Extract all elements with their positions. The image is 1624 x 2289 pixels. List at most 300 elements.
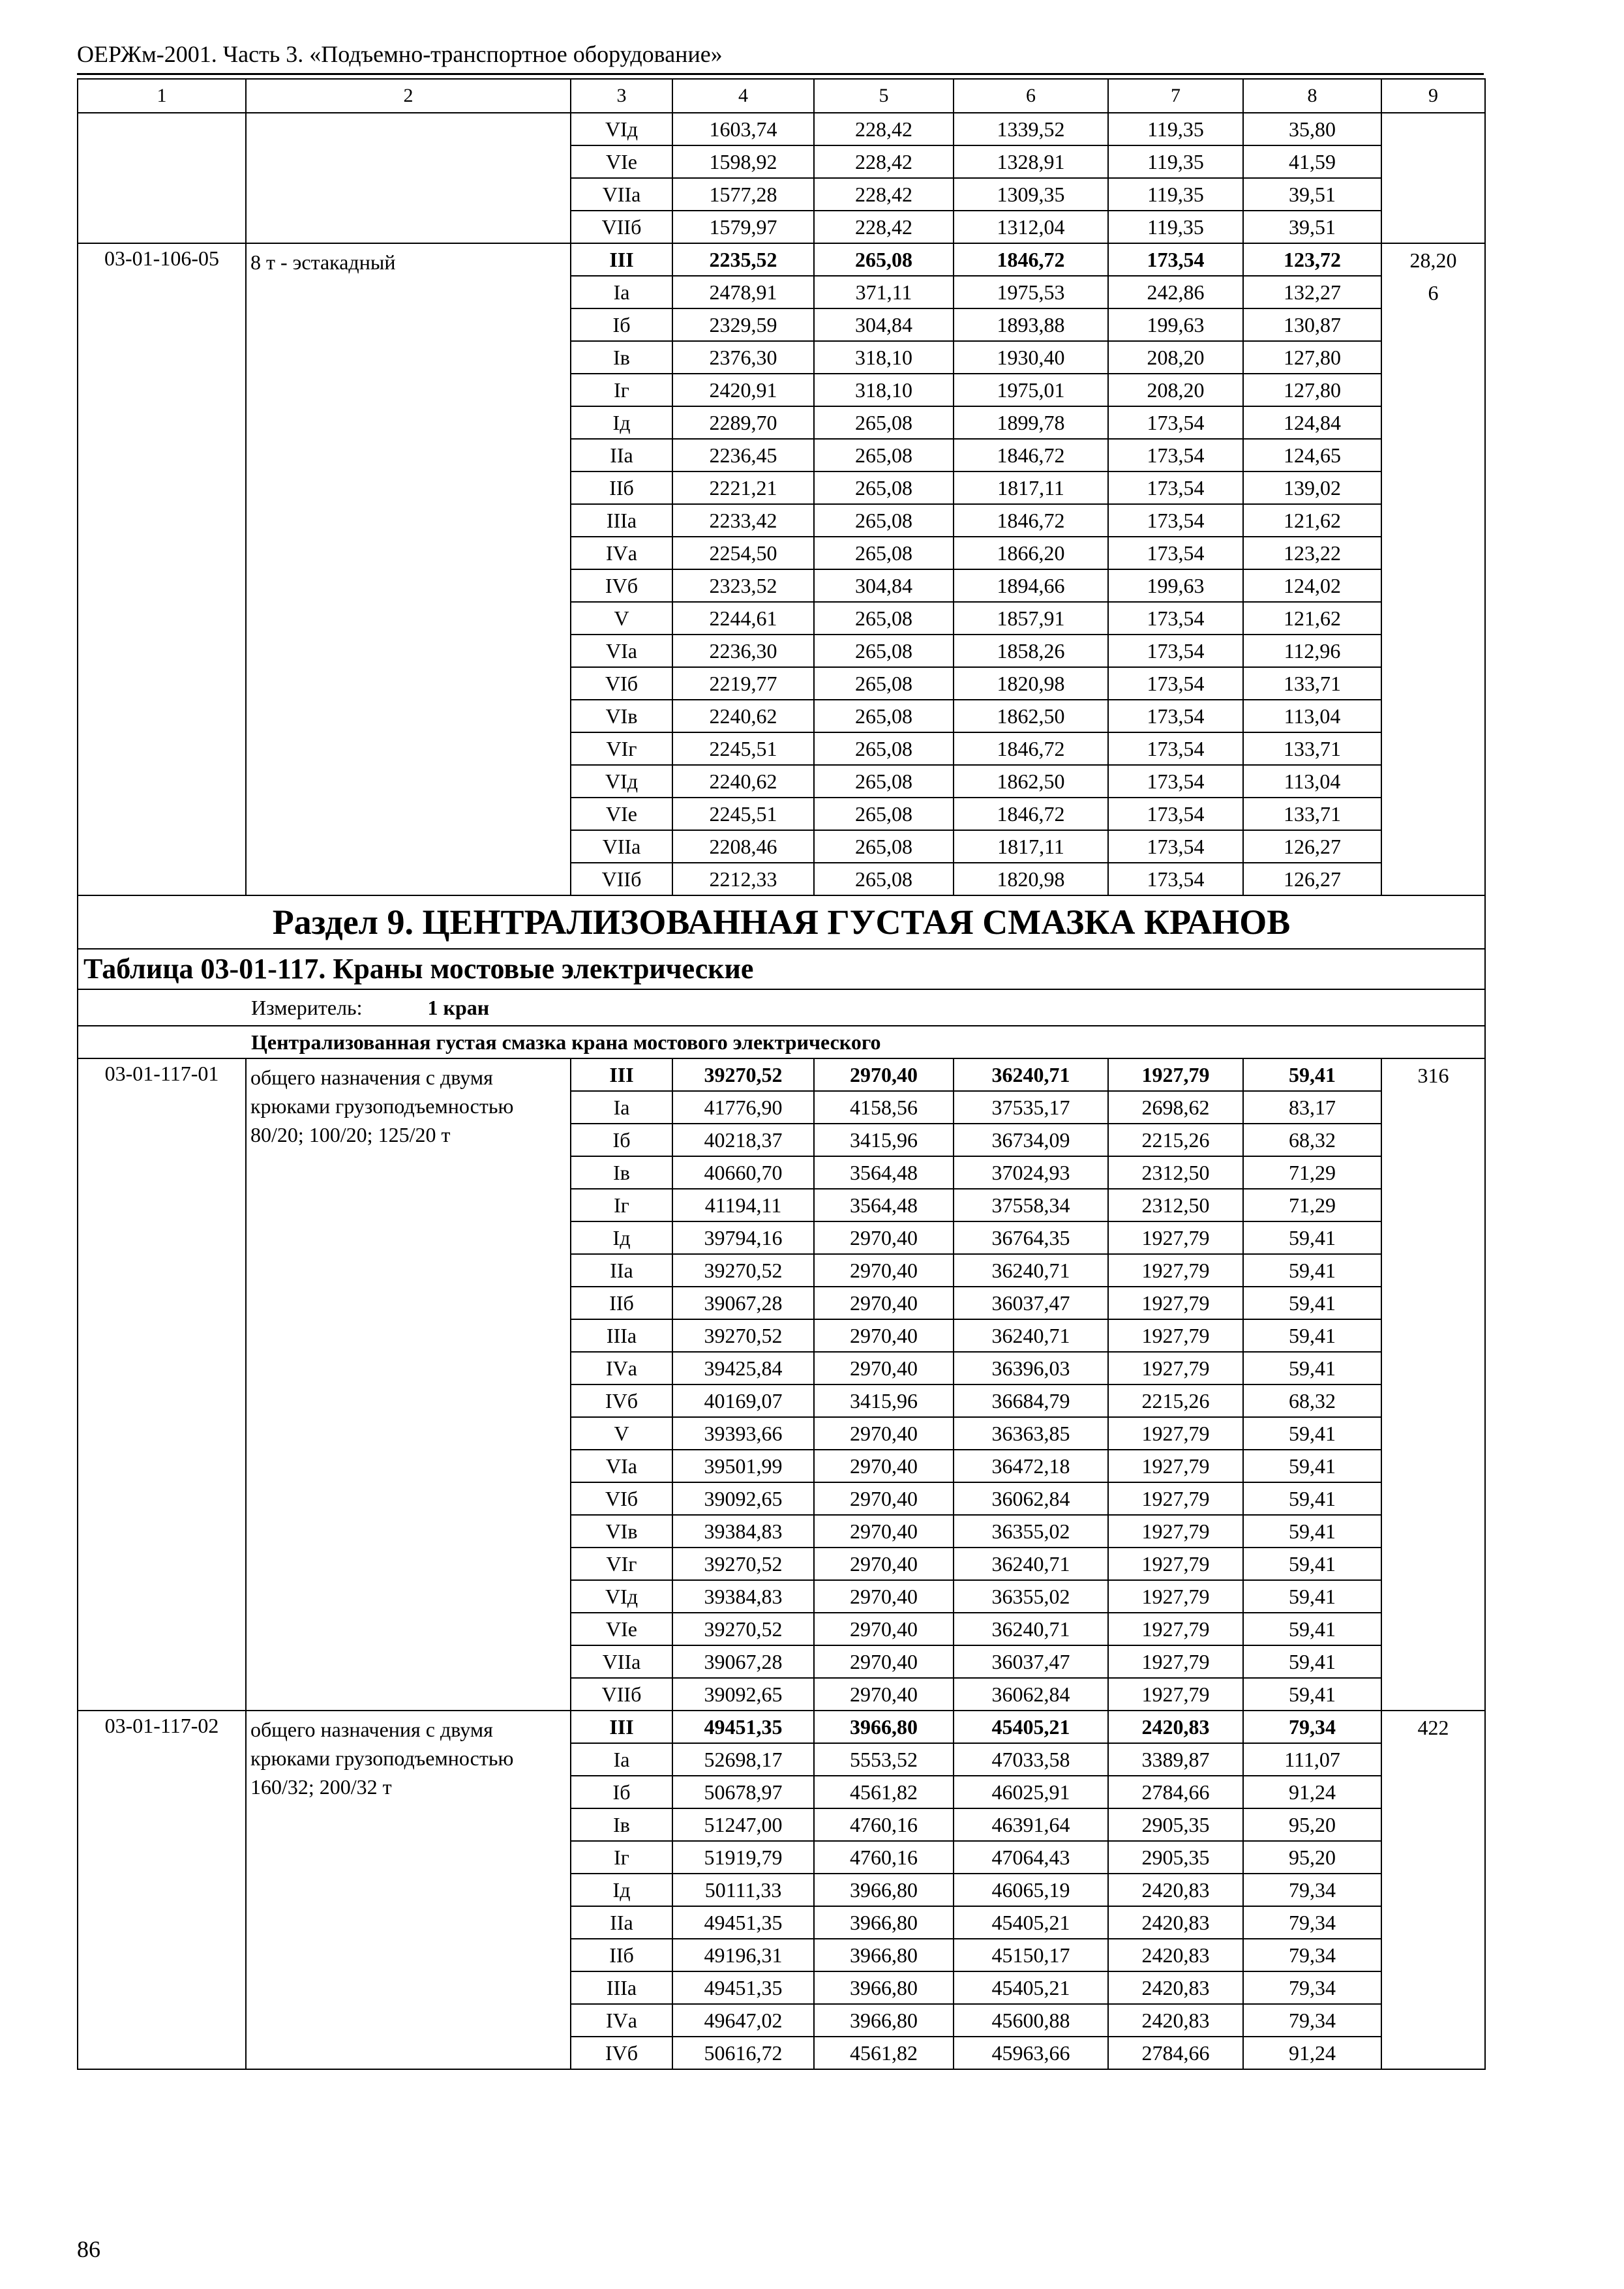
- value-cell: 59,41: [1243, 1645, 1381, 1678]
- value-cell: 36240,71: [954, 1548, 1108, 1580]
- value-cell: 2970,40: [814, 1352, 954, 1384]
- value-cell: 40218,37: [672, 1124, 814, 1156]
- zone-cell: Iб: [571, 308, 672, 341]
- value-cell: 79,34: [1243, 1971, 1381, 2004]
- zone-cell: IIIа: [571, 1319, 672, 1352]
- value-cell: 1598,92: [672, 145, 814, 178]
- zone-cell: III: [571, 243, 672, 276]
- value-cell: 2970,40: [814, 1221, 954, 1254]
- value-cell: 119,35: [1108, 145, 1243, 178]
- value-cell: 91,24: [1243, 2037, 1381, 2069]
- page-number: 86: [77, 2236, 100, 2262]
- column-number: 3: [571, 79, 672, 113]
- value-cell: 1975,53: [954, 276, 1108, 308]
- value-cell: 2905,35: [1108, 1841, 1243, 1874]
- value-cell: 265,08: [814, 700, 954, 732]
- value-cell: 36062,84: [954, 1482, 1108, 1515]
- value-cell: 36363,85: [954, 1417, 1108, 1450]
- zone-cell: Iб: [571, 1776, 672, 1808]
- section-title-row: [78, 895, 1485, 949]
- value-cell: 2478,91: [672, 276, 814, 308]
- item-name: общего назначения с двумя крюками грузоподъемностью 80/20; 100/20; 125/20 т: [246, 1058, 571, 1711]
- value-cell: 1312,04: [954, 211, 1108, 243]
- value-cell: 265,08: [814, 537, 954, 569]
- value-cell: 1820,98: [954, 863, 1108, 895]
- value-cell: 2212,33: [672, 863, 814, 895]
- value-cell: 36355,02: [954, 1515, 1108, 1548]
- item-code: 03-01-117-02: [78, 1711, 246, 2069]
- meter-label: Измеритель:: [251, 996, 363, 1019]
- value-cell: 2970,40: [814, 1678, 954, 1711]
- value-cell: 59,41: [1243, 1352, 1381, 1384]
- value-cell: 173,54: [1108, 765, 1243, 798]
- value-cell: 2420,83: [1108, 2004, 1243, 2037]
- value-cell: 1309,35: [954, 178, 1108, 211]
- value-cell: 2970,40: [814, 1417, 954, 1450]
- value-cell: 1927,79: [1108, 1482, 1243, 1515]
- value-cell: 1846,72: [954, 732, 1108, 765]
- consumption-value: 316: [1417, 1064, 1449, 1087]
- zone-cell: VIIб: [571, 863, 672, 895]
- value-cell: 173,54: [1108, 830, 1243, 863]
- value-cell: 39092,65: [672, 1482, 814, 1515]
- value-cell: 2970,40: [814, 1287, 954, 1319]
- value-cell: 39067,28: [672, 1645, 814, 1678]
- value-cell: 228,42: [814, 145, 954, 178]
- value-cell: 45150,17: [954, 1939, 1108, 1971]
- value-cell: 1975,01: [954, 374, 1108, 406]
- value-cell: 95,20: [1243, 1841, 1381, 1874]
- value-cell: 173,54: [1108, 602, 1243, 635]
- value-cell: 49196,31: [672, 1939, 814, 1971]
- value-cell: 59,41: [1243, 1221, 1381, 1254]
- value-cell: 2221,21: [672, 471, 814, 504]
- value-cell: 124,02: [1243, 569, 1381, 602]
- value-cell: 2970,40: [814, 1058, 954, 1091]
- value-cell: 1927,79: [1108, 1417, 1243, 1450]
- value-cell: 3389,87: [1108, 1743, 1243, 1776]
- value-cell: 50616,72: [672, 2037, 814, 2069]
- value-cell: 68,32: [1243, 1124, 1381, 1156]
- column-number-row: [78, 79, 1485, 113]
- zone-cell: Iг: [571, 1841, 672, 1874]
- value-cell: 3966,80: [814, 1711, 954, 1743]
- value-cell: 47033,58: [954, 1743, 1108, 1776]
- value-cell: 4158,56: [814, 1091, 954, 1124]
- value-cell: 265,08: [814, 406, 954, 439]
- value-cell: 91,24: [1243, 1776, 1381, 1808]
- value-cell: 2312,50: [1108, 1156, 1243, 1189]
- value-cell: 1328,91: [954, 145, 1108, 178]
- value-cell: 318,10: [814, 341, 954, 374]
- consumption-cell: [1381, 113, 1485, 243]
- value-cell: 130,87: [1243, 308, 1381, 341]
- value-cell: 228,42: [814, 178, 954, 211]
- zone-cell: Iг: [571, 1189, 672, 1221]
- value-cell: 2240,62: [672, 700, 814, 732]
- value-cell: 45405,21: [954, 1711, 1108, 1743]
- value-cell: 119,35: [1108, 211, 1243, 243]
- value-cell: 37024,93: [954, 1156, 1108, 1189]
- zone-cell: IIб: [571, 471, 672, 504]
- column-number: 6: [954, 79, 1108, 113]
- zone-cell: VIб: [571, 1482, 672, 1515]
- value-cell: 95,20: [1243, 1808, 1381, 1841]
- zone-cell: Iа: [571, 1743, 672, 1776]
- zone-cell: VIIа: [571, 178, 672, 211]
- value-cell: 49451,35: [672, 1711, 814, 1743]
- value-cell: 3966,80: [814, 1874, 954, 1906]
- value-cell: 124,65: [1243, 439, 1381, 471]
- column-number: 9: [1381, 79, 1485, 113]
- zone-cell: VIг: [571, 1548, 672, 1580]
- value-cell: 2420,83: [1108, 1939, 1243, 1971]
- zone-cell: IVб: [571, 2037, 672, 2069]
- value-cell: 49647,02: [672, 2004, 814, 2037]
- value-cell: 199,63: [1108, 569, 1243, 602]
- value-cell: 41776,90: [672, 1091, 814, 1124]
- zone-cell: VIIб: [571, 1678, 672, 1711]
- value-cell: 36240,71: [954, 1613, 1108, 1645]
- price-table: [77, 78, 1486, 2070]
- value-cell: 2420,83: [1108, 1874, 1243, 1906]
- value-cell: 46065,19: [954, 1874, 1108, 1906]
- zone-cell: IIIа: [571, 504, 672, 537]
- value-cell: 37535,17: [954, 1091, 1108, 1124]
- value-cell: 39092,65: [672, 1678, 814, 1711]
- value-cell: 127,80: [1243, 341, 1381, 374]
- value-cell: 265,08: [814, 439, 954, 471]
- section-title: Раздел 9. ЦЕНТРАЛИЗОВАННАЯ ГУСТАЯ СМАЗКА КРАНОВ: [78, 895, 1485, 949]
- value-cell: 1930,40: [954, 341, 1108, 374]
- value-cell: 124,84: [1243, 406, 1381, 439]
- value-cell: 71,29: [1243, 1189, 1381, 1221]
- value-cell: 59,41: [1243, 1613, 1381, 1645]
- value-cell: 2254,50: [672, 537, 814, 569]
- zone-cell: IIб: [571, 1939, 672, 1971]
- value-cell: 39501,99: [672, 1450, 814, 1482]
- zone-cell: IVа: [571, 1352, 672, 1384]
- value-cell: 265,08: [814, 635, 954, 667]
- value-cell: 304,84: [814, 308, 954, 341]
- value-cell: 47064,43: [954, 1841, 1108, 1874]
- value-cell: 36764,35: [954, 1221, 1108, 1254]
- value-cell: 59,41: [1243, 1319, 1381, 1352]
- value-cell: 371,11: [814, 276, 954, 308]
- value-cell: 1858,26: [954, 635, 1108, 667]
- value-cell: 36037,47: [954, 1287, 1108, 1319]
- value-cell: 1927,79: [1108, 1450, 1243, 1482]
- value-cell: 2784,66: [1108, 2037, 1243, 2069]
- value-cell: 35,80: [1243, 113, 1381, 145]
- value-cell: 2289,70: [672, 406, 814, 439]
- zone-cell: VIд: [571, 113, 672, 145]
- value-cell: 265,08: [814, 504, 954, 537]
- consumption-value: 28,20: [1409, 248, 1457, 272]
- value-cell: 83,17: [1243, 1091, 1381, 1124]
- meter-row: [78, 989, 1485, 1026]
- value-cell: 4760,16: [814, 1841, 954, 1874]
- value-cell: 36240,71: [954, 1058, 1108, 1091]
- value-cell: 1927,79: [1108, 1287, 1243, 1319]
- value-cell: 36472,18: [954, 1450, 1108, 1482]
- value-cell: 39393,66: [672, 1417, 814, 1450]
- value-cell: 119,35: [1108, 178, 1243, 211]
- zone-cell: V: [571, 602, 672, 635]
- value-cell: 173,54: [1108, 732, 1243, 765]
- value-cell: 2233,42: [672, 504, 814, 537]
- zone-cell: IVб: [571, 569, 672, 602]
- value-cell: 173,54: [1108, 700, 1243, 732]
- value-cell: 2236,45: [672, 439, 814, 471]
- value-cell: 49451,35: [672, 1971, 814, 2004]
- value-cell: 1927,79: [1108, 1319, 1243, 1352]
- value-cell: 39794,16: [672, 1221, 814, 1254]
- zone-cell: Iа: [571, 276, 672, 308]
- value-cell: 39067,28: [672, 1287, 814, 1319]
- value-cell: 208,20: [1108, 374, 1243, 406]
- value-cell: 45600,88: [954, 2004, 1108, 2037]
- value-cell: 133,71: [1243, 667, 1381, 700]
- value-cell: 265,08: [814, 863, 954, 895]
- value-cell: 59,41: [1243, 1417, 1381, 1450]
- value-cell: 265,08: [814, 471, 954, 504]
- value-cell: 1339,52: [954, 113, 1108, 145]
- column-number: 4: [672, 79, 814, 113]
- column-number: 1: [78, 79, 246, 113]
- value-cell: 2970,40: [814, 1613, 954, 1645]
- value-cell: 1857,91: [954, 602, 1108, 635]
- value-cell: 79,34: [1243, 1939, 1381, 1971]
- value-cell: 265,08: [814, 798, 954, 830]
- value-cell: 265,08: [814, 765, 954, 798]
- value-cell: 173,54: [1108, 537, 1243, 569]
- value-cell: 208,20: [1108, 341, 1243, 374]
- value-cell: 36734,09: [954, 1124, 1108, 1156]
- column-number: 7: [1108, 79, 1243, 113]
- value-cell: 36396,03: [954, 1352, 1108, 1384]
- value-cell: 39270,52: [672, 1548, 814, 1580]
- value-cell: 112,96: [1243, 635, 1381, 667]
- value-cell: 71,29: [1243, 1156, 1381, 1189]
- value-cell: 121,62: [1243, 504, 1381, 537]
- value-cell: 40660,70: [672, 1156, 814, 1189]
- value-cell: 1899,78: [954, 406, 1108, 439]
- value-cell: 2420,91: [672, 374, 814, 406]
- value-cell: 68,32: [1243, 1384, 1381, 1417]
- zone-cell: Iв: [571, 1156, 672, 1189]
- value-cell: 2970,40: [814, 1254, 954, 1287]
- value-cell: 39,51: [1243, 178, 1381, 211]
- meter: [78, 989, 1485, 1026]
- value-cell: 139,02: [1243, 471, 1381, 504]
- value-cell: 127,80: [1243, 374, 1381, 406]
- value-cell: 1862,50: [954, 700, 1108, 732]
- value-cell: 4561,82: [814, 2037, 954, 2069]
- zone-cell: Iв: [571, 1808, 672, 1841]
- table-title-row: [78, 949, 1485, 989]
- zone-cell: Iб: [571, 1124, 672, 1156]
- value-cell: 132,27: [1243, 276, 1381, 308]
- value-cell: 59,41: [1243, 1450, 1381, 1482]
- zone-cell: V: [571, 1417, 672, 1450]
- value-cell: 1927,79: [1108, 1058, 1243, 1091]
- item-name: [246, 113, 571, 243]
- value-cell: 79,34: [1243, 1874, 1381, 1906]
- item-name: 8 т - эстакадный: [246, 243, 571, 895]
- consumption-value: 422: [1417, 1716, 1449, 1739]
- table-subtitle: Централизованная густая смазка крана мостового электрического: [78, 1026, 1485, 1058]
- item-code: 03-01-117-01: [78, 1058, 246, 1711]
- value-cell: 3966,80: [814, 1939, 954, 1971]
- table-row: [78, 1711, 1485, 1743]
- value-cell: 173,54: [1108, 635, 1243, 667]
- value-cell: 133,71: [1243, 732, 1381, 765]
- value-cell: 1927,79: [1108, 1221, 1243, 1254]
- value-cell: 59,41: [1243, 1580, 1381, 1613]
- value-cell: 265,08: [814, 602, 954, 635]
- value-cell: 2784,66: [1108, 1776, 1243, 1808]
- value-cell: 1817,11: [954, 471, 1108, 504]
- value-cell: 36355,02: [954, 1580, 1108, 1613]
- value-cell: 2240,62: [672, 765, 814, 798]
- zone-cell: VIг: [571, 732, 672, 765]
- value-cell: 3966,80: [814, 1971, 954, 2004]
- value-cell: 1579,97: [672, 211, 814, 243]
- value-cell: 265,08: [814, 667, 954, 700]
- value-cell: 1927,79: [1108, 1678, 1243, 1711]
- value-cell: 173,54: [1108, 243, 1243, 276]
- value-cell: 121,62: [1243, 602, 1381, 635]
- value-cell: 39384,83: [672, 1515, 814, 1548]
- zone-cell: VIе: [571, 798, 672, 830]
- value-cell: 1893,88: [954, 308, 1108, 341]
- item-code: 03-01-106-05: [78, 243, 246, 895]
- value-cell: 1846,72: [954, 243, 1108, 276]
- value-cell: 1846,72: [954, 439, 1108, 471]
- value-cell: 5553,52: [814, 1743, 954, 1776]
- value-cell: 265,08: [814, 732, 954, 765]
- column-number: 5: [814, 79, 954, 113]
- value-cell: 4760,16: [814, 1808, 954, 1841]
- zone-cell: VIIа: [571, 830, 672, 863]
- value-cell: 3415,96: [814, 1384, 954, 1417]
- value-cell: 37558,34: [954, 1189, 1108, 1221]
- zone-cell: Iд: [571, 1221, 672, 1254]
- value-cell: 45405,21: [954, 1906, 1108, 1939]
- column-number: 8: [1243, 79, 1381, 113]
- zone-cell: Iг: [571, 374, 672, 406]
- value-cell: 2219,77: [672, 667, 814, 700]
- item-code: [78, 113, 246, 243]
- value-cell: 173,54: [1108, 471, 1243, 504]
- value-cell: 2420,83: [1108, 1906, 1243, 1939]
- zone-cell: IVа: [571, 537, 672, 569]
- value-cell: 228,42: [814, 211, 954, 243]
- zone-cell: Iв: [571, 341, 672, 374]
- running-header: ОЕРЖм-2001. Часть 3. «Подъемно-транспортное оборудование»: [77, 41, 723, 67]
- table-subtitle-row: [78, 1026, 1485, 1058]
- value-cell: 1894,66: [954, 569, 1108, 602]
- value-cell: 265,08: [814, 830, 954, 863]
- value-cell: 79,34: [1243, 1906, 1381, 1939]
- zone-cell: VIIа: [571, 1645, 672, 1678]
- zone-cell: III: [571, 1711, 672, 1743]
- value-cell: 1927,79: [1108, 1254, 1243, 1287]
- value-cell: 173,54: [1108, 406, 1243, 439]
- value-cell: 2235,52: [672, 243, 814, 276]
- value-cell: 173,54: [1108, 863, 1243, 895]
- value-cell: 1817,11: [954, 830, 1108, 863]
- value-cell: 4561,82: [814, 1776, 954, 1808]
- value-cell: 51919,79: [672, 1841, 814, 1874]
- zone-cell: VIд: [571, 765, 672, 798]
- zone-cell: Iа: [571, 1091, 672, 1124]
- value-cell: 2244,61: [672, 602, 814, 635]
- value-cell: 59,41: [1243, 1548, 1381, 1580]
- value-cell: 3966,80: [814, 2004, 954, 2037]
- value-cell: 173,54: [1108, 798, 1243, 830]
- value-cell: 2245,51: [672, 732, 814, 765]
- value-cell: 46025,91: [954, 1776, 1108, 1808]
- value-cell: 2970,40: [814, 1580, 954, 1613]
- consumption-cell: [1381, 1711, 1485, 2069]
- value-cell: 36240,71: [954, 1319, 1108, 1352]
- column-number: 2: [246, 79, 571, 113]
- value-cell: 1577,28: [672, 178, 814, 211]
- value-cell: 126,27: [1243, 830, 1381, 863]
- value-cell: 3966,80: [814, 1906, 954, 1939]
- value-cell: 45405,21: [954, 1971, 1108, 2004]
- value-cell: 242,86: [1108, 276, 1243, 308]
- value-cell: 2245,51: [672, 798, 814, 830]
- consumption-value: 6: [1428, 281, 1439, 305]
- value-cell: 50111,33: [672, 1874, 814, 1906]
- value-cell: 59,41: [1243, 1058, 1381, 1091]
- value-cell: 36037,47: [954, 1645, 1108, 1678]
- value-cell: 173,54: [1108, 439, 1243, 471]
- value-cell: 2970,40: [814, 1515, 954, 1548]
- value-cell: 113,04: [1243, 700, 1381, 732]
- value-cell: 39270,52: [672, 1319, 814, 1352]
- table-body: [78, 79, 1485, 2069]
- value-cell: 133,71: [1243, 798, 1381, 830]
- zone-cell: VIв: [571, 1515, 672, 1548]
- value-cell: 123,72: [1243, 243, 1381, 276]
- value-cell: 2970,40: [814, 1482, 954, 1515]
- value-cell: 173,54: [1108, 504, 1243, 537]
- value-cell: 126,27: [1243, 863, 1381, 895]
- value-cell: 36062,84: [954, 1678, 1108, 1711]
- meter-value: 1 кран: [427, 996, 490, 1019]
- value-cell: 50678,97: [672, 1776, 814, 1808]
- value-cell: 59,41: [1243, 1482, 1381, 1515]
- value-cell: 39270,52: [672, 1613, 814, 1645]
- value-cell: 318,10: [814, 374, 954, 406]
- value-cell: 2970,40: [814, 1319, 954, 1352]
- value-cell: 228,42: [814, 113, 954, 145]
- value-cell: 1866,20: [954, 537, 1108, 569]
- value-cell: 3564,48: [814, 1156, 954, 1189]
- value-cell: 2215,26: [1108, 1124, 1243, 1156]
- value-cell: 79,34: [1243, 1711, 1381, 1743]
- table-row: [78, 1058, 1485, 1091]
- value-cell: 46391,64: [954, 1808, 1108, 1841]
- value-cell: 39,51: [1243, 211, 1381, 243]
- value-cell: 36684,79: [954, 1384, 1108, 1417]
- value-cell: 51247,00: [672, 1808, 814, 1841]
- value-cell: 3415,96: [814, 1124, 954, 1156]
